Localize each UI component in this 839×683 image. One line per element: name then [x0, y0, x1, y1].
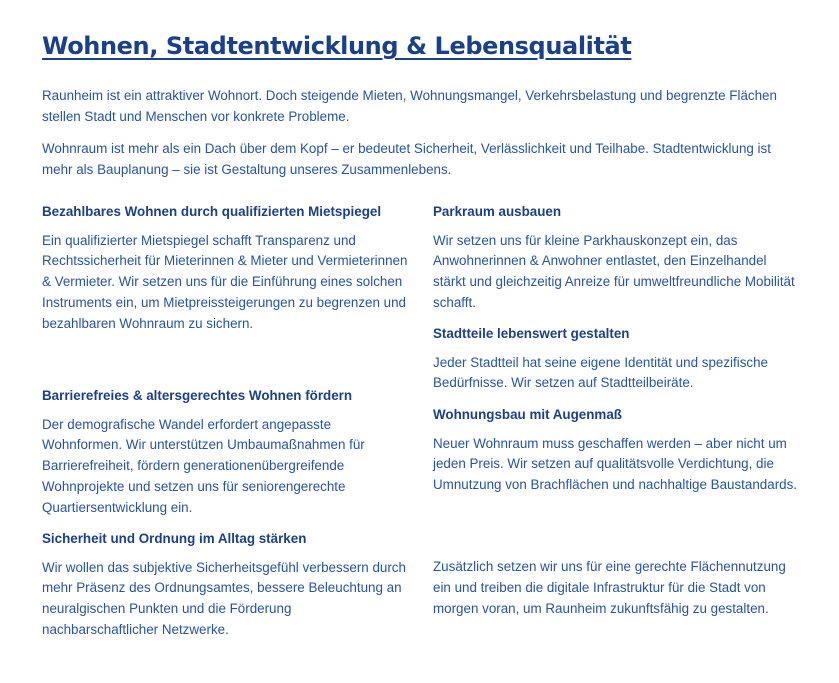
page-title: Wohnen, Stadtentwicklung & Lebensqualität — [42, 32, 632, 60]
intro — [42, 86, 802, 180]
section-heading: Bezahlbares Wohnen durch qualifizierten Mietspiegel — [42, 204, 382, 219]
section-body: Jeder Stadtteil hat seine eigene Identität und spezifische Bedürfnisse. Wir setzen auf Stadtteilbeiräte. — [433, 354, 768, 391]
section-body: Ein qualifizierter Mietspiegel schafft Transparenz und Rechtssicherheit für Mieterinnen & Mieter und Vermieterinnen & Vermieter. Wir setzen uns für die Einführung eines solchen Instruments ein, um Mietpreissteigerungen zu begrenzen und bezahlbaren Wohnraum zu sichern. — [42, 232, 408, 332]
page-content — [42, 28, 802, 638]
closing-paragraph: Zusätzlich setzen wir uns für eine gerechte Flächennutzung ein und treiben die digitale Infrastruktur für die Stadt von morgen voran, um Raunheim zukunftsfähig zu gestalten. — [433, 559, 786, 616]
columns — [42, 202, 802, 662]
section-parkraum — [433, 202, 802, 322]
section-stadtteile — [433, 324, 802, 402]
intro-paragraph: Wohnraum ist mehr als ein Dach über dem Kopf – er bedeutet Sicherheit, Verlässlichkeit und Teilhabe. Stadtentwicklung ist mehr als Bauplanung – sie ist Gestaltung unseres Zusammenlebens. — [42, 141, 771, 177]
section-body: Wir wollen das subjektive Sicherheitsgefühl verbessern durch mehr Präsenz des Ordnungsamtes, bessere Beleuchtung an neuralgischen Punkten und die Förderung nachbarschaftlicher Netzwerke. — [42, 559, 406, 638]
closing-statement — [433, 557, 802, 628]
section-heading: Parkraum ausbauen — [433, 204, 562, 219]
section-heading: Stadtteile lebenswert gestalten — [433, 326, 630, 341]
section-body: Neuer Wohnraum muss geschaffen werden – aber nicht um jeden Preis. Wir setzen auf qualitätsvolle Verdichtung, die Umnutzung von Brachflächen und nachhaltige Baustandards. — [433, 435, 798, 493]
section-heading: Barrierefreies & altersgerechtes Wohnen fördern — [42, 388, 353, 403]
section-barrierefrei — [42, 386, 408, 527]
section-sicherheit — [42, 529, 408, 649]
intro-paragraph: Raunheim ist ein attraktiver Wohnort. Doch steigende Mieten, Wohnungsmangel, Verkehrsbelastung und begrenzte Flächen stellen Stadt und Menschen vor konkrete Probleme. — [42, 88, 777, 124]
section-mietspiegel — [42, 202, 408, 343]
section-body: Der demografische Wandel erfordert angepasste Wohnformen. Wir unterstützen Umbaumaßnahmen für Barrierefreiheit, fördern generationenübergreifende Wohnprojekte und setzen uns für seniorengerechte Quartiersentwicklung ein. — [42, 416, 365, 516]
section-heading: Wohnungsbau mit Augenmaß — [433, 407, 622, 422]
section-heading: Sicherheit und Ordnung im Alltag stärken — [42, 531, 307, 546]
section-body: Wir setzen uns für kleine Parkhauskonzept ein, das Anwohnerinnen & Anwohner entlastet, den Einzelhandel stärkt und gleichzeitig Anreize für umweltfreundliche Mobilität schafft. — [433, 232, 795, 311]
section-wohnungsbau — [433, 405, 802, 504]
